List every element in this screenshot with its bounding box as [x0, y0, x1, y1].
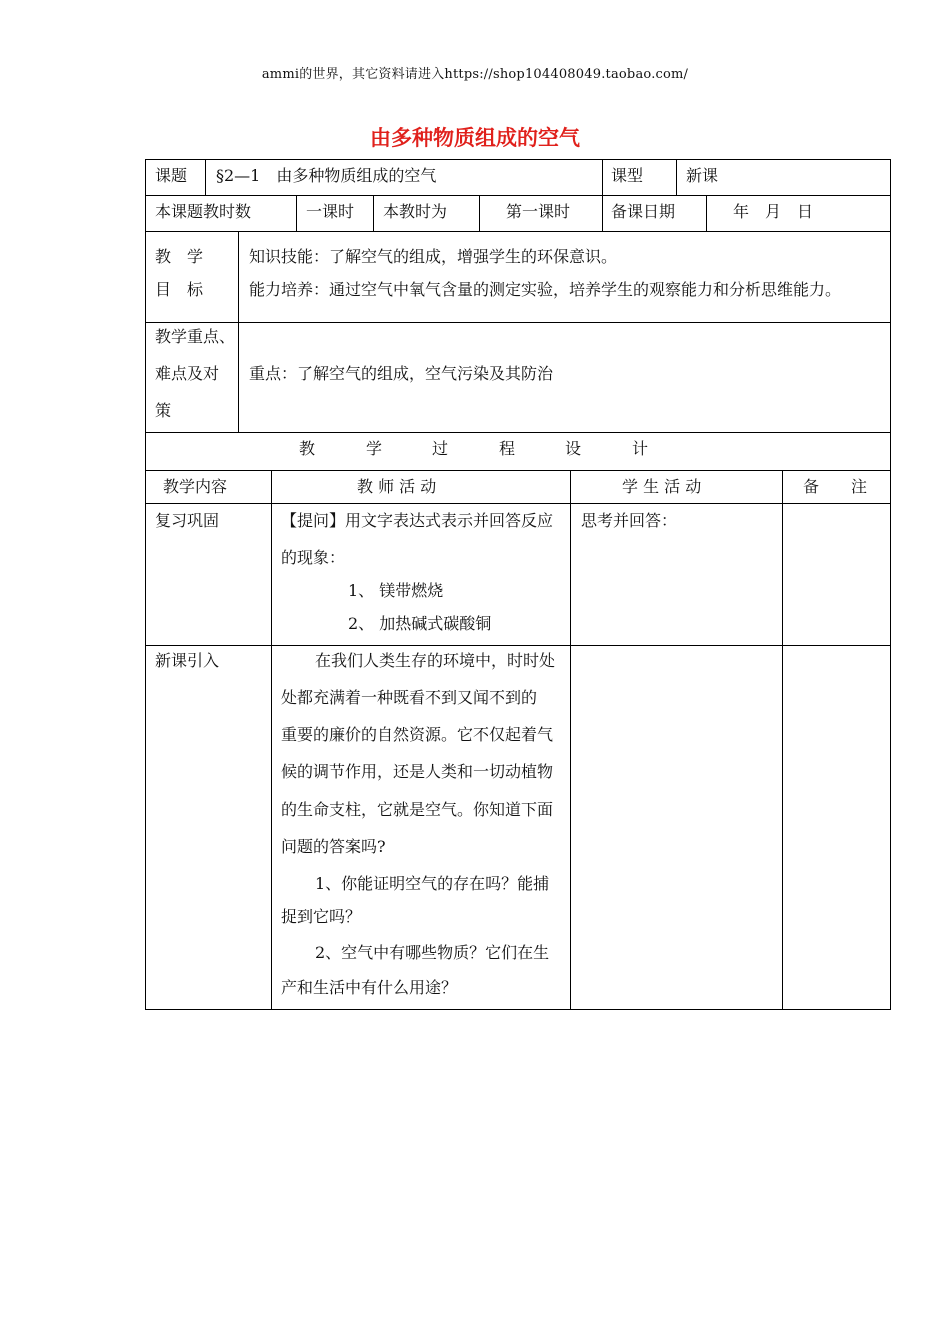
table-rule	[570, 470, 571, 1010]
intro-paragraph-line: 候的调节作用，还是人类和一切动植物	[281, 762, 554, 781]
label-teaching-goals: 目 标	[155, 280, 204, 299]
table-rule	[890, 159, 891, 1010]
table-rule	[479, 195, 480, 231]
review-student: 思考并回答：	[581, 511, 678, 530]
topic-value: §2—1 由多种物质组成的空气	[216, 166, 437, 185]
intro-question-line: 捉到它吗？	[281, 907, 362, 926]
label-lesson-type: 课型	[611, 166, 644, 185]
label-total-hours: 本课题教时数	[155, 202, 252, 221]
table-rule	[145, 1009, 891, 1010]
intro-question-line: 1、你能证明空气的存在吗？能捕	[315, 874, 550, 893]
table-rule	[145, 503, 891, 504]
label-key-points: 难点及对	[155, 364, 220, 383]
intro-content: 新课引入	[155, 651, 220, 670]
page-header: ammi的世界，其它资料请进入https://shop104408049.taobao.com/	[261, 67, 689, 82]
this-session-value: 第一课时	[506, 202, 571, 221]
column-header-teacher: 教 师 活 动	[357, 477, 437, 496]
goal-knowledge: 知识技能：了解空气的组成，增强学生的环保意识。	[249, 247, 618, 266]
table-rule	[145, 231, 891, 232]
table-rule	[145, 645, 891, 646]
review-teacher-question: 【提问】用文字表达式表示并回答反应	[281, 511, 554, 530]
process-title-char: 计	[632, 439, 649, 458]
intro-paragraph-line: 重要的廉价的自然资源。它不仅起着气	[281, 725, 554, 744]
review-item: 1、 镁带燃烧	[348, 581, 444, 600]
process-title-char: 过	[432, 439, 449, 458]
total-hours-value: 一课时	[306, 202, 355, 221]
label-topic: 课题	[155, 166, 188, 185]
process-title-char: 程	[499, 439, 516, 458]
label-this-session: 本教时为	[383, 202, 448, 221]
label-key-points: 策	[155, 401, 172, 420]
table-rule	[145, 159, 891, 160]
table-rule	[602, 195, 603, 231]
prep-date-value: 年 月 日	[733, 202, 814, 221]
review-teacher-question: 的现象：	[281, 548, 346, 567]
table-rule	[373, 195, 374, 231]
column-header-content: 教学内容	[163, 477, 228, 496]
process-title-char: 设	[565, 439, 582, 458]
table-rule	[145, 322, 891, 323]
table-rule	[271, 470, 272, 1010]
goal-ability: 能力培养：通过空气中氧气含量的测定实验，培养学生的观察能力和分析思维能力。	[249, 280, 842, 299]
process-title-char: 学	[366, 439, 383, 458]
table-rule	[145, 159, 146, 1010]
label-prep-date: 备课日期	[611, 202, 676, 221]
column-header-notes: 备 注	[803, 477, 868, 496]
intro-paragraph-line: 问题的答案吗?	[281, 837, 386, 856]
table-rule	[145, 195, 891, 196]
table-rule	[706, 195, 707, 231]
intro-paragraph-line: 处都充满着一种既看不到又闻不到的	[281, 688, 538, 707]
intro-paragraph-line: 的生命支柱，它就是空气。你知道下面	[281, 800, 554, 819]
table-rule	[782, 470, 783, 1010]
table-rule	[676, 159, 677, 195]
key-points-text: 重点：了解空气的组成，空气污染及其防治	[249, 364, 554, 383]
intro-paragraph-line: 在我们人类生存的环境中，时时处	[315, 651, 556, 670]
lesson-type-value: 新课	[686, 166, 719, 185]
document-title: 由多种物质组成的空气	[370, 125, 580, 150]
intro-question-line: 2、空气中有哪些物质？它们在生	[315, 943, 550, 962]
review-item: 2、 加热碱式碳酸铜	[348, 614, 492, 633]
column-header-student: 学 生 活 动	[622, 477, 702, 496]
intro-question-line: 产和生活中有什么用途？	[281, 978, 458, 997]
review-content: 复习巩固	[155, 511, 220, 530]
table-rule	[145, 470, 891, 471]
label-key-points: 教学重点、	[155, 327, 236, 346]
table-rule	[145, 432, 891, 433]
table-rule	[296, 195, 297, 231]
process-title-char: 教	[299, 439, 316, 458]
table-rule	[205, 159, 206, 195]
table-rule	[238, 231, 239, 432]
label-teaching-goals: 教 学	[155, 247, 204, 266]
table-rule	[602, 159, 603, 195]
